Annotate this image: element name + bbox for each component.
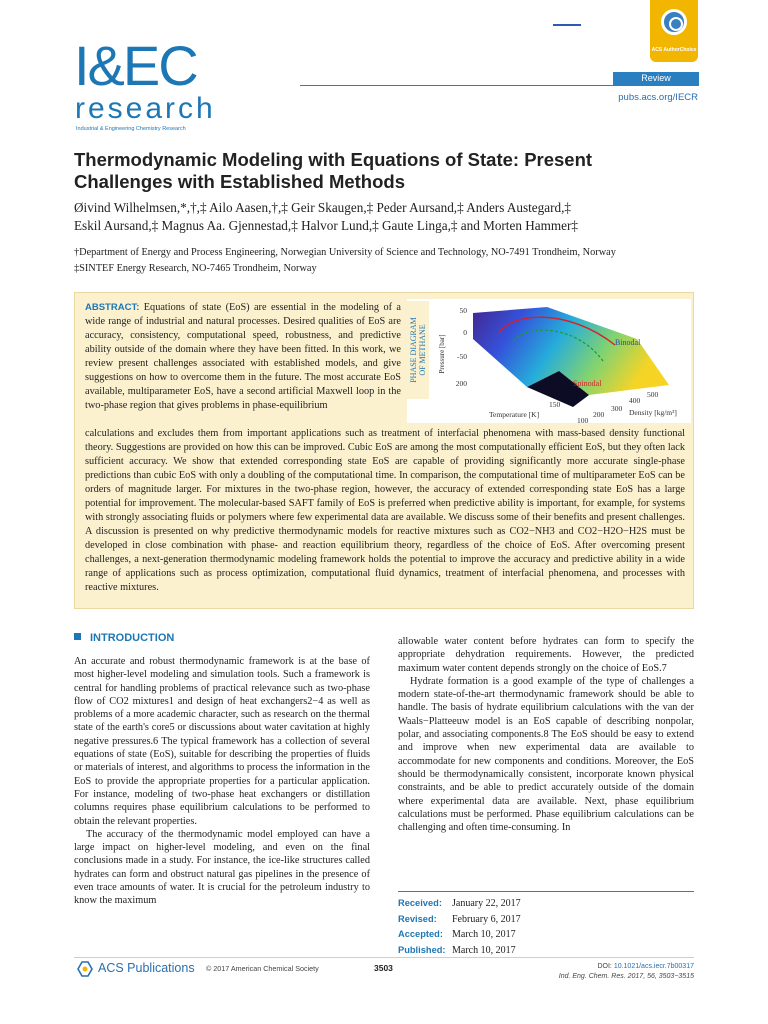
- toc-graphic-phase-diagram: [407, 299, 691, 423]
- article-type-tag: Review: [613, 72, 699, 85]
- y-axis-label: Density [kg/m³]: [629, 408, 677, 417]
- citation: Ind. Eng. Chem. Res. 2017, 56, 3503−3515: [558, 973, 694, 980]
- date-row-received: [398, 896, 694, 912]
- abstract-text-bottom: calculations and excludes them from important applications such as treatment of interfacial phenomena with mass-based density functional theory. Suggestions are provided on how this can be improved. Cubic EoS are among the most computationally efficient EoS, but they often lack sufficient accuracy. We show that extended corresponding state EoS are capable of providing significantly more accurate single-phase predictions than cubic EoS with only a doubling of the computational time. In comparison, the computational time of multiparameter EoS can be orders of magnitude larger. For mixtures in the two-phase region, however, the accuracy of extended corresponding state EoS has a large potential for improvement. The molecular-based SAFT family of EoS is preferred when predictive ability is important, for example, for systems with strongly associating fluids or polymers where few experimental data are available. We discuss some of their benefits and present challenges. A discussion is presented on why predictive thermodynamic models for reactive mixtures such as CO2−NH3 and CO2−H2O−H2S must be developed in close combination with phase- and reaction equilibrium theory, regardless of the choice of EoS. After overcoming present challenges, a next-generation thermodynamic modeling framework holds the potential to improve the accuracy and predictive ability in a wide range of applications such as process optimization, computational fluid dynamics, treatment of interfacial phenomena, and processes with reactive mixtures.: [85, 428, 685, 593]
- author-list: [74, 199, 674, 235]
- y-tick: 200: [593, 410, 605, 419]
- date-label: Revised:: [398, 913, 437, 924]
- doi-block: [520, 962, 694, 982]
- side-label-line: PHASE DIAGRAM: [409, 317, 418, 383]
- y-tick: 300: [611, 404, 623, 413]
- binodal-label: Binodal: [615, 338, 641, 347]
- date-label: Accepted:: [398, 929, 443, 939]
- footer-rule: [74, 957, 694, 958]
- date-value: March 10, 2017: [452, 929, 516, 940]
- y-tick: 400: [629, 396, 641, 405]
- header-accent-line: [553, 24, 581, 26]
- abstract-body-top: Equations of state (EoS) are essential in the modeling of a wide range of industrial and natural processes. Desired qualities of EoS are accuracy, consistency, computational speed, robustness, and predictive ability outside of the domain where they have been fitted. In this work, we review present challenges associated with established models, and give suggestions on how to overcome them in the future. The most accurate EoS available, multiparameter EoS, have a second artificial Maxwell loop in the two-phase region that gives problems in phase-equilibrium: [85, 302, 401, 411]
- paragraph: The accuracy of the thermodynamic model employed can have a large impact on higher-level modeling, and even on the final conclusions made in a study. For instance, the ice-like structures called hydrates can form and obstruct natural gas pipelines in the presence of even trace amounts of water. It is crucial for the petroleum industry to know the maximum: [74, 828, 370, 907]
- journal-url-link[interactable]: pubs.acs.org/IECR: [618, 92, 698, 103]
- date-row-published: [398, 943, 694, 959]
- x-tick: 150: [549, 400, 561, 409]
- section-heading-text: INTRODUCTION: [90, 632, 175, 644]
- abstract-box: [74, 292, 694, 609]
- date-value: March 10, 2017: [452, 944, 516, 956]
- publisher-name[interactable]: ACS Publications: [98, 961, 195, 975]
- z-tick: 0: [463, 328, 467, 337]
- journal-logo-subtitle: Industrial & Engineering Chemistry Research: [76, 126, 186, 132]
- z-tick: 50: [459, 306, 467, 315]
- journal-logo: I&EC: [74, 34, 197, 97]
- publication-dates: [398, 891, 694, 958]
- date-label: Published:: [398, 944, 446, 955]
- authors-line: Eskil Aursand,‡ Magnus Aa. Gjennestad,‡ Halvor Lund,‡ Gaute Linga,‡ and Morten Hammer‡: [74, 218, 578, 233]
- affiliation: ‡SINTEF Energy Research, NO-7465 Trondheim, Norway: [74, 263, 317, 274]
- x-axis-label: Temperature [K]: [489, 410, 540, 419]
- side-label: [407, 301, 429, 399]
- copyright: © 2017 American Chemical Society: [206, 964, 319, 973]
- section-square-icon: [74, 633, 81, 640]
- side-label-line: OF METHANE: [418, 324, 427, 376]
- header-rule: [300, 85, 699, 86]
- x-tick: 100: [577, 416, 589, 423]
- date-row-revised: [398, 912, 694, 928]
- authors-line: Øivind Wilhelmsen,*,†,‡ Ailo Aasen,†,‡ Geir Skaugen,‡ Peder Aursand,‡ Anders Austegard,‡: [74, 200, 571, 215]
- doi-link[interactable]: 10.1021/acs.iecr.7b00317: [613, 963, 694, 970]
- date-label: Received:: [398, 898, 442, 908]
- date-value: February 6, 2017: [452, 913, 521, 925]
- date-value: January 22, 2017: [452, 898, 521, 909]
- badge-text: ACS AuthorChoice: [651, 47, 697, 53]
- right-column: [398, 635, 694, 834]
- abstract-label: ABSTRACT:: [85, 302, 140, 313]
- z-axis-label: Pressure [bar]: [438, 334, 446, 374]
- paragraph: Hydrate formation is a good example of the type of challenges a modern state-of-the-art thermodynamic framework should be able to handle. The basis of hydrate equilibrium calculations with the van der Waals−Platteeuw model is an EoS capable of describing nonpolar, polar, and associating components.8 The EoS should be easy to extend and improve when new experimental data are available to accommodate for new components and conditions. Moreover, the EoS should be thermodynamically consistent, incorporate known physical constraints, and be able to predict accurately outside of the domain where experimental data are available. Next, phase equilibrium calculations must be performed. Phase equilibrium calculations can be challenging and often time-consuming. In: [398, 675, 694, 834]
- spinodal-label: Spinodal: [573, 379, 602, 388]
- y-tick: 500: [647, 390, 659, 399]
- doi-label: DOI:: [597, 963, 612, 970]
- acs-hexagon-icon: [74, 960, 96, 978]
- open-access-icon: [661, 9, 687, 35]
- paragraph: An accurate and robust thermodynamic framework is at the base of most higher-level modeling and simulation tools. Such a framework is central for handling problems of practical relevance such as two-phase flow of CO2 mixtures1 and design of heat exchangers2−4 as well as problems of a more academic character, such as research on the thermal state of the earth's core5 or discussions about water cavitation at highly negative pressures.6 The typical framework has a collection of several equations of state (EoS), suitable for describing the properties of fluids or materials of interest, and algorithms to process the information in the EoS to provide the appropriate properties for a particular application. For instance, modeling of two-phase heat exchangers or distillation columns requires phase equilibrium calculations to be performed to obtain the relevant properties.: [74, 656, 370, 827]
- left-column: [74, 655, 370, 908]
- section-heading-introduction: [74, 632, 174, 644]
- acs-authorchoice-badge[interactable]: [650, 0, 698, 62]
- affiliation: †Department of Energy and Process Engineering, Norwegian University of Science and Technology, NO-7491 Trondheim, Norway: [74, 247, 616, 258]
- journal-logo-research: research: [75, 92, 216, 125]
- page-number: 3503: [374, 963, 393, 973]
- paragraph: allowable water content before hydrates can form to specify the appropriate dehydration requirements. However, the predicted maximum water content depends strongly on the choice of EoS.7: [398, 636, 694, 674]
- article-title: Thermodynamic Modeling with Equations of State: Present Challenges with Established Methods: [74, 149, 593, 192]
- date-row-accepted: [398, 927, 694, 943]
- z-tick: -50: [457, 352, 467, 361]
- z-tick: 200: [455, 379, 467, 388]
- abstract-text-top: [85, 301, 401, 413]
